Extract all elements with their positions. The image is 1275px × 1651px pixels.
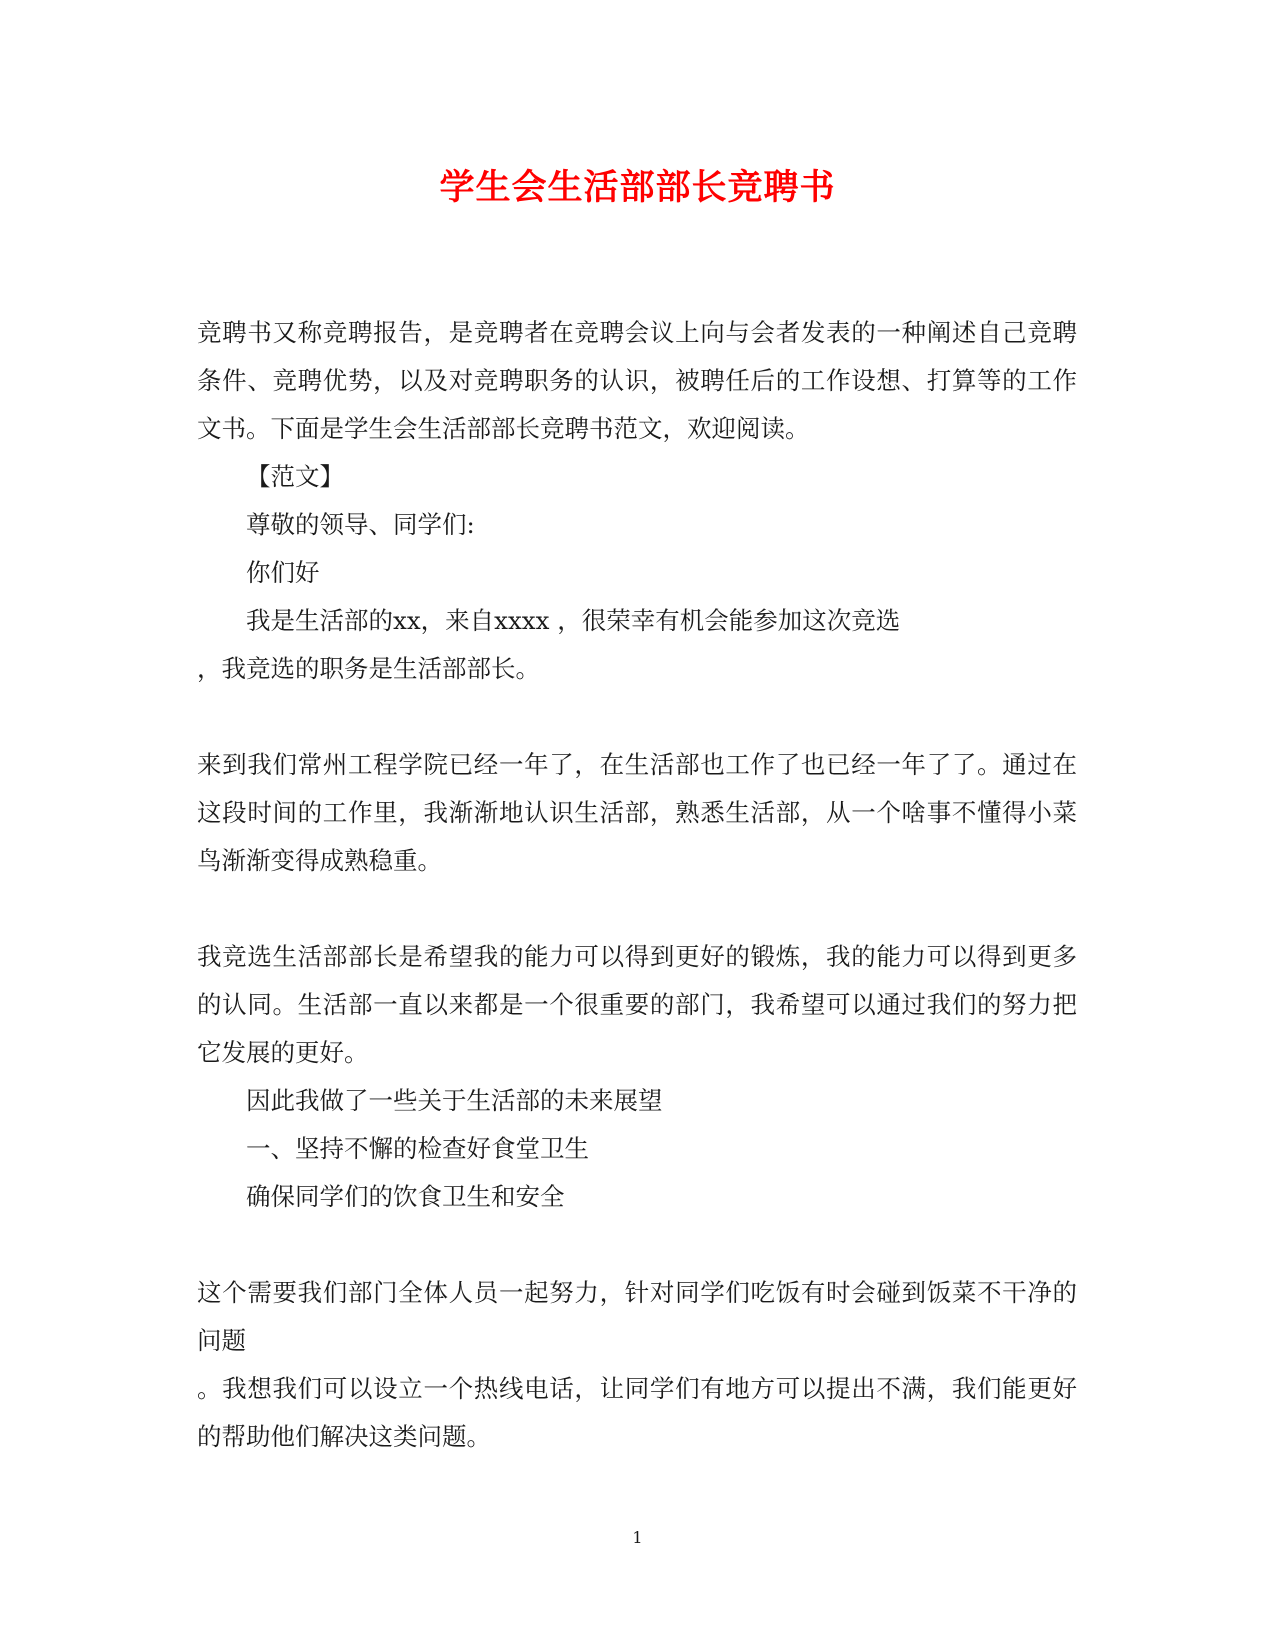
document-body [197, 309, 1077, 1461]
sample-label: 【范文】 [246, 462, 344, 491]
document-title: 学生会生活部部长竞聘书 [439, 167, 836, 208]
page-number: 1 [632, 1528, 643, 1547]
plan-detail-paragraph: 这个需要我们部门全体人员一起努力，针对同学们吃饭有时会碰到饭菜不干净的问题 [197, 1278, 1077, 1355]
plan-item-heading: 一、坚持不懈的检查好食堂卫生 [246, 1134, 589, 1163]
greeting: 你们好 [246, 558, 320, 587]
blank-line [197, 1221, 1077, 1269]
position-statement: ，我竞选的职务是生活部部长。 [197, 654, 540, 683]
salutation: 尊敬的领导、同学们: [246, 510, 475, 539]
motivation-paragraph: 我竞选生活部部长是希望我的能力可以得到更好的锻炼，我的能力可以得到更多的认同。生活部一直以来都是一个很重要的部门，我希望可以通过我们的努力把它发展的更好。 [197, 942, 1077, 1067]
blank-line [197, 693, 1077, 741]
outlook-intro: 因此我做了一些关于生活部的未来展望 [246, 1086, 663, 1115]
self-introduction: 我是生活部的xx，来自xxxx ，很荣幸有机会能参加这次竞选 [246, 606, 901, 635]
experience-paragraph: 来到我们常州工程学院已经一年了，在生活部也工作了也已经一年了了。通过在这段时间的工作里，我渐渐地认识生活部，熟悉生活部，从一个啥事不懂得小菜鸟渐渐变得成熟稳重。 [197, 750, 1077, 875]
hotline-paragraph: 。我想我们可以设立一个热线电话，让同学们有地方可以提出不满，我们能更好的帮助他们解决这类问题。 [197, 1374, 1077, 1451]
plan-item-goal: 确保同学们的饮食卫生和安全 [246, 1182, 565, 1211]
intro-paragraph: 竞聘书又称竞聘报告，是竞聘者在竞聘会议上向与会者发表的一种阐述自己竞聘条件、竞聘优势，以及对竞聘职务的认识，被聘任后的工作设想、打算等的工作文书。下面是学生会生活部部长竞聘书范文，欢迎阅读。 [197, 318, 1077, 443]
blank-line [197, 885, 1077, 933]
